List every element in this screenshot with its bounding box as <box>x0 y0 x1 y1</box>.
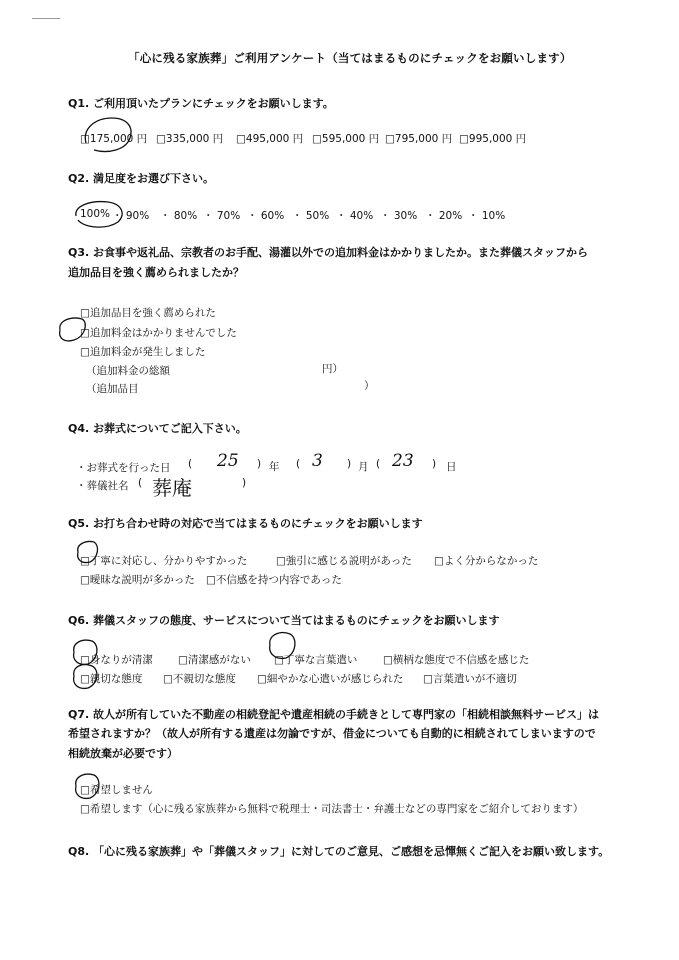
q6-question: Q6. 葬儀スタッフの態度、サービスについて当てはまるものにチェックをお願いします <box>68 614 500 627</box>
q4-question: Q4. お葬式についてご記入下さい。 <box>68 422 247 435</box>
q1-question: Q1. ご利用頂いたプランにチェックをお願いします。 <box>68 97 334 110</box>
q5-option-polite-clear[interactable]: □丁寧に対応し、分かりやすかった <box>80 555 248 567</box>
q4-date-label: ・お葬式を行った日 <box>76 462 171 474</box>
q6-option-bad-speech[interactable]: □言葉遣いが不適切 <box>423 673 517 685</box>
q5-option-vague[interactable]: □曖昧な説明が多かった <box>80 574 195 586</box>
q3-items-close: ） <box>364 380 375 392</box>
q4-company-close-paren: ) <box>242 477 247 489</box>
q3-question-line1: Q3. お食事や返礼品、宗教者のお手配、湯灌以外での追加料金はかかりましたか。また葬儀スタッフから <box>68 246 589 259</box>
q4-month-close-paren: ) <box>347 458 352 470</box>
q3-total-unit: 円） <box>322 363 343 375</box>
q6-option-kind[interactable]: □親切な態度 <box>80 673 143 685</box>
q2-option-90[interactable]: ・ 90% <box>112 210 150 222</box>
q2-option-10[interactable]: ・ 10% <box>468 210 506 222</box>
q2-question: Q2. 満足度をお選び下さい。 <box>68 172 215 185</box>
q1-option-795000[interactable]: □795,000 円 <box>385 133 453 145</box>
q7-question-line2: 希望されますか？（故人が所有する遺産は勿論ですが、借金についても自動的に相続されてしまいますので <box>68 727 596 740</box>
q6-option-clean-appearance[interactable]: □身なりが清潔 <box>80 654 153 666</box>
q5-option-unclear[interactable]: □よく分からなかった <box>434 555 539 567</box>
q7-question-line3: 相続放棄が必要です） <box>68 747 178 760</box>
q5-question: Q5. お打ち合わせ時の対応で当てはまるものにチェックをお願いします <box>68 517 423 530</box>
q4-year-open-paren: ( <box>188 458 193 470</box>
q1-option-175000[interactable]: □175,000 円 <box>80 133 148 145</box>
q2-option-60[interactable]: ・ 60% <box>247 210 285 222</box>
q3-total-label: （追加料金の総額 <box>86 365 170 377</box>
q1-option-595000[interactable]: □595,000 円 <box>312 133 380 145</box>
q2-option-70[interactable]: ・ 70% <box>203 210 241 222</box>
q4-year-close-paren: ) <box>257 458 262 470</box>
q3-option-no-extra-charge[interactable]: □追加料金はかかりませんでした <box>80 327 237 339</box>
q6-option-unkind[interactable]: □不親切な態度 <box>163 673 236 685</box>
q4-day-value[interactable]: 23 <box>392 451 414 471</box>
q5-option-forceful[interactable]: □強引に感じる説明があった <box>276 555 412 567</box>
q2-option-40[interactable]: ・ 40% <box>336 210 374 222</box>
scan-mark <box>32 18 60 19</box>
q6-option-polite-speech[interactable]: □丁寧な言葉遣い <box>274 654 358 666</box>
q4-year-value[interactable]: 25 <box>217 451 239 471</box>
q3-option-extra-charge[interactable]: □追加料金が発生しました <box>80 346 206 358</box>
q1-option-995000[interactable]: □995,000 円 <box>459 133 527 145</box>
q4-company-value[interactable]: 葬庵 <box>152 476 192 500</box>
q2-option-20[interactable]: ・ 20% <box>425 210 463 222</box>
q1-option-495000[interactable]: □495,000 円 <box>236 133 304 145</box>
q7-option-wanted[interactable]: □希望します（心に残る家族葬から無料で税理士・司法書士・弁護士などの専門家をご紹介しております） <box>80 803 584 815</box>
q7-question-line1: Q7. 故人が所有していた不動産の相続登記や遺産相続の手続きとして専門家の「相続相談無料サービス」は <box>68 708 600 721</box>
q2-option-30[interactable]: ・ 30% <box>380 210 418 222</box>
q4-day-open-paren: ( <box>376 458 381 470</box>
q4-day-unit: 日 <box>446 461 457 473</box>
q2-option-50[interactable]: ・ 50% <box>292 210 330 222</box>
q4-day-close-paren: ) <box>432 458 437 470</box>
q4-month-open-paren: ( <box>296 458 301 470</box>
q6-option-arrogant[interactable]: □横柄な態度で不信感を感じた <box>383 654 530 666</box>
q1-option-335000[interactable]: □335,000 円 <box>156 133 224 145</box>
q6-option-not-clean[interactable]: □清潔感がない <box>178 654 251 666</box>
q3-question-line2: 追加品目を強く薦められましたか？ <box>68 266 244 279</box>
q5-option-distrust[interactable]: □不信感を持つ内容であった <box>206 574 342 586</box>
q2-option-80[interactable]: ・ 80% <box>160 210 198 222</box>
q3-option-pushed-items[interactable]: □追加品目を強く薦められた <box>80 307 216 319</box>
survey-title: 「心に残る家族葬」ご利用アンケート（当てはまるものにチェックをお願いします） <box>128 51 572 65</box>
q2-option-100[interactable]: 100% <box>80 208 111 220</box>
q7-option-not-wanted[interactable]: □希望しません <box>80 784 153 796</box>
q8-question: Q8. 「心に残る家族葬」や「葬儀スタッフ」に対してのご意見、ご感想を忌憚無くご記入をお願い致します。 <box>68 845 610 858</box>
q4-month-value[interactable]: 3 <box>312 451 323 471</box>
q4-company-open-paren: ( <box>138 477 143 489</box>
q4-company-label: ・葬儀社名 <box>76 480 129 492</box>
q4-year-unit: 年 <box>269 461 280 473</box>
q4-month-unit: 月 <box>358 461 369 473</box>
q6-option-thoughtful[interactable]: □細やかな心遣いが感じられた <box>257 673 404 685</box>
q3-items-label: （追加品目 <box>86 383 139 395</box>
